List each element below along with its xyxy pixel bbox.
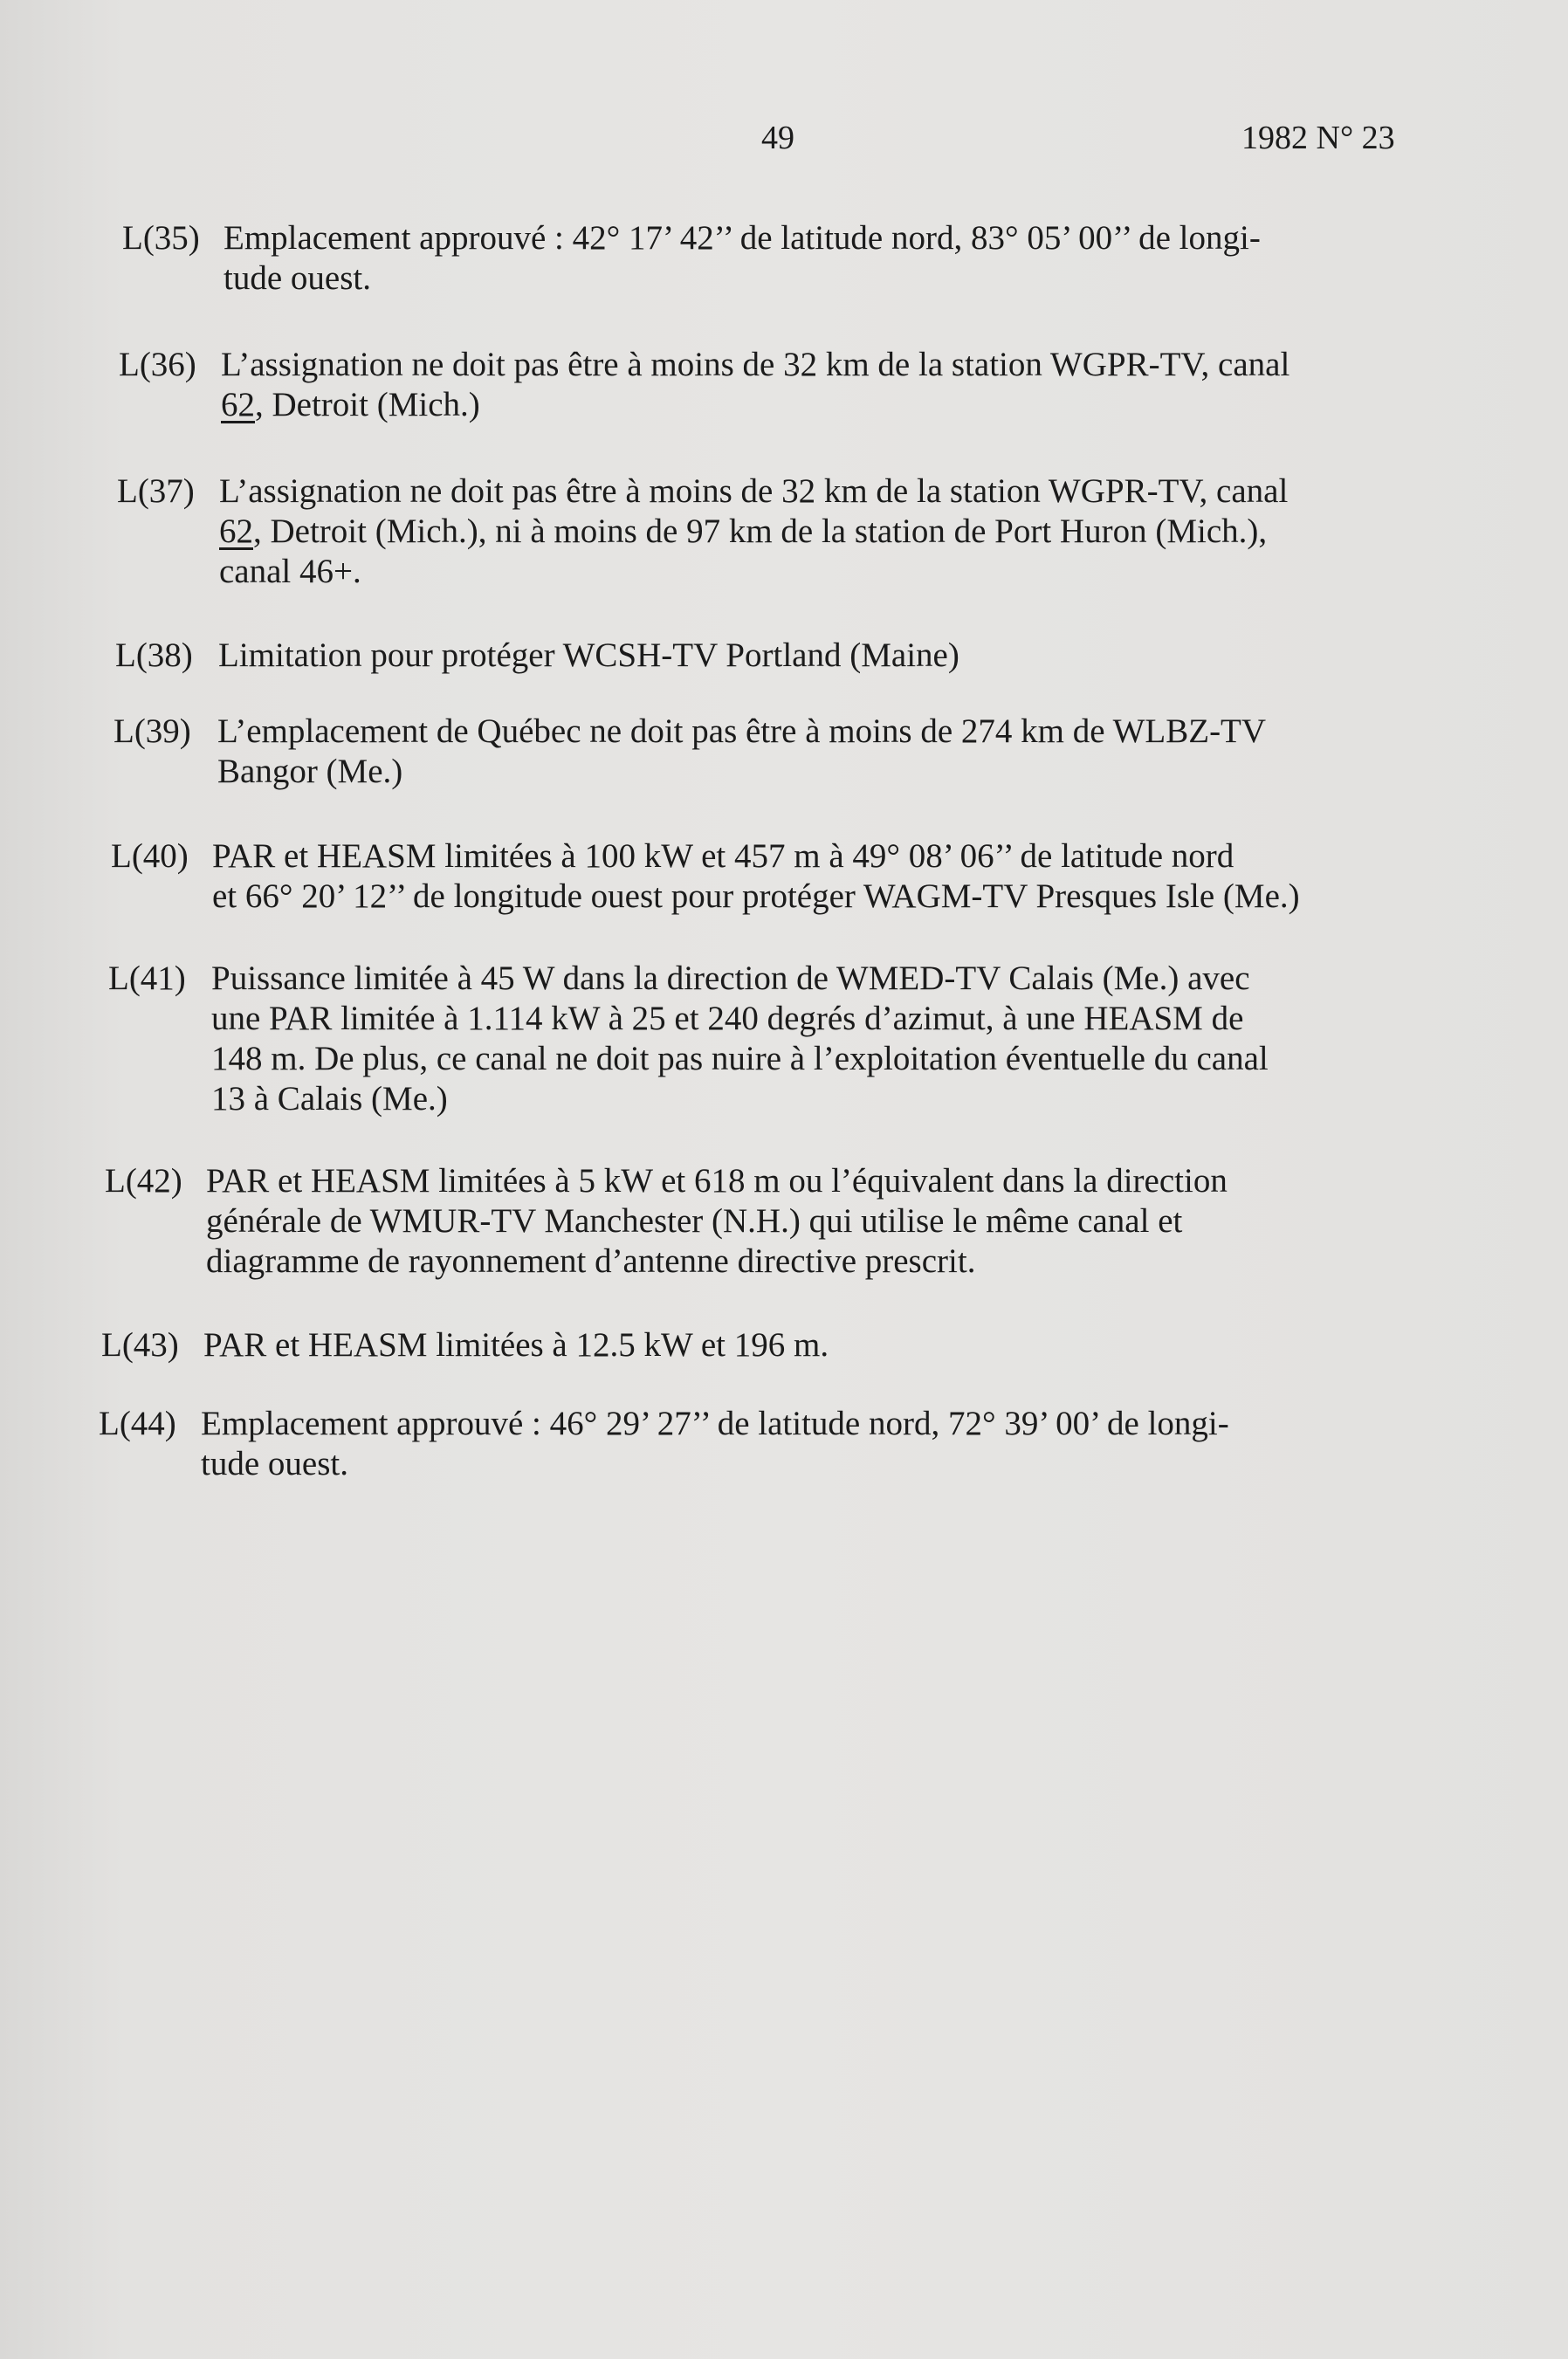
note-line: une PAR limitée à 1.114 kW à 25 et 240 degrés d’azimut, à une HEASM de bbox=[211, 1000, 1244, 1037]
note-line: Puissance limitée à 45 W dans la direction de WMED-TV Calais (Me.) avec bbox=[211, 959, 1250, 997]
page-number: 49 bbox=[761, 120, 794, 156]
note-label: L(37) bbox=[117, 472, 195, 510]
note-line: L’emplacement de Québec ne doit pas être à moins de 274 km de WLBZ-TV bbox=[217, 712, 1267, 750]
underlined-channel: 62 bbox=[221, 386, 255, 423]
note-line: et 66° 20’ 12’’ de longitude ouest pour protéger WAGM-TV Presques Isle (Me.) bbox=[212, 877, 1300, 915]
note-line: Bangor (Me.) bbox=[217, 753, 403, 790]
note-line: 148 m. De plus, ce canal ne doit pas nuire à l’exploitation éventuelle du canal bbox=[211, 1040, 1269, 1077]
note-label: L(43) bbox=[101, 1326, 179, 1364]
note-line: tude ouest. bbox=[201, 1445, 348, 1482]
note-line: générale de WMUR-TV Manchester (N.H.) qui utilise le même canal et bbox=[206, 1202, 1183, 1240]
note-line: 13 à Calais (Me.) bbox=[211, 1080, 448, 1118]
note-label: L(35) bbox=[122, 219, 200, 257]
issue-number: 1982 N° 23 bbox=[1241, 120, 1395, 156]
note-line: L’assignation ne doit pas être à moins de 32 km de la station WGPR-TV, canal bbox=[221, 346, 1290, 383]
note-label: L(39) bbox=[113, 712, 191, 750]
note-line: diagramme de rayonnement d’antenne directive prescrit. bbox=[206, 1242, 976, 1280]
note-line: 62, Detroit (Mich.), ni à moins de 97 km de la station de Port Huron (Mich.), bbox=[219, 512, 1268, 550]
note-line: L’assignation ne doit pas être à moins de 32 km de la station WGPR-TV, canal bbox=[219, 472, 1289, 510]
note-label: L(36) bbox=[119, 346, 196, 383]
note-line: PAR et HEASM limitées à 12.5 kW et 196 m. bbox=[203, 1326, 829, 1364]
note-line: Emplacement approuvé : 46° 29’ 27’’ de latitude nord, 72° 39’ 00’ de longi- bbox=[201, 1405, 1229, 1442]
note-line: PAR et HEASM limitées à 5 kW et 618 m ou l’équivalent dans la direction bbox=[206, 1162, 1228, 1200]
note-line: Emplacement approuvé : 42° 17’ 42’’ de latitude nord, 83° 05’ 00’’ de longi- bbox=[224, 219, 1261, 257]
underlined-channel: 62 bbox=[219, 512, 253, 550]
note-line: tude ouest. bbox=[224, 259, 371, 297]
note-label: L(42) bbox=[105, 1162, 182, 1200]
note-label: L(40) bbox=[111, 837, 189, 875]
note-line: canal 46+. bbox=[219, 553, 361, 590]
note-label: L(38) bbox=[115, 636, 193, 674]
note-label: L(41) bbox=[108, 959, 186, 997]
note-line: 62, Detroit (Mich.) bbox=[221, 386, 480, 423]
note-line: Limitation pour protéger WCSH-TV Portland (Maine) bbox=[218, 636, 959, 674]
note-label: L(44) bbox=[99, 1405, 176, 1442]
note-line: PAR et HEASM limitées à 100 kW et 457 m à 49° 08’ 06’’ de latitude nord bbox=[212, 837, 1234, 875]
